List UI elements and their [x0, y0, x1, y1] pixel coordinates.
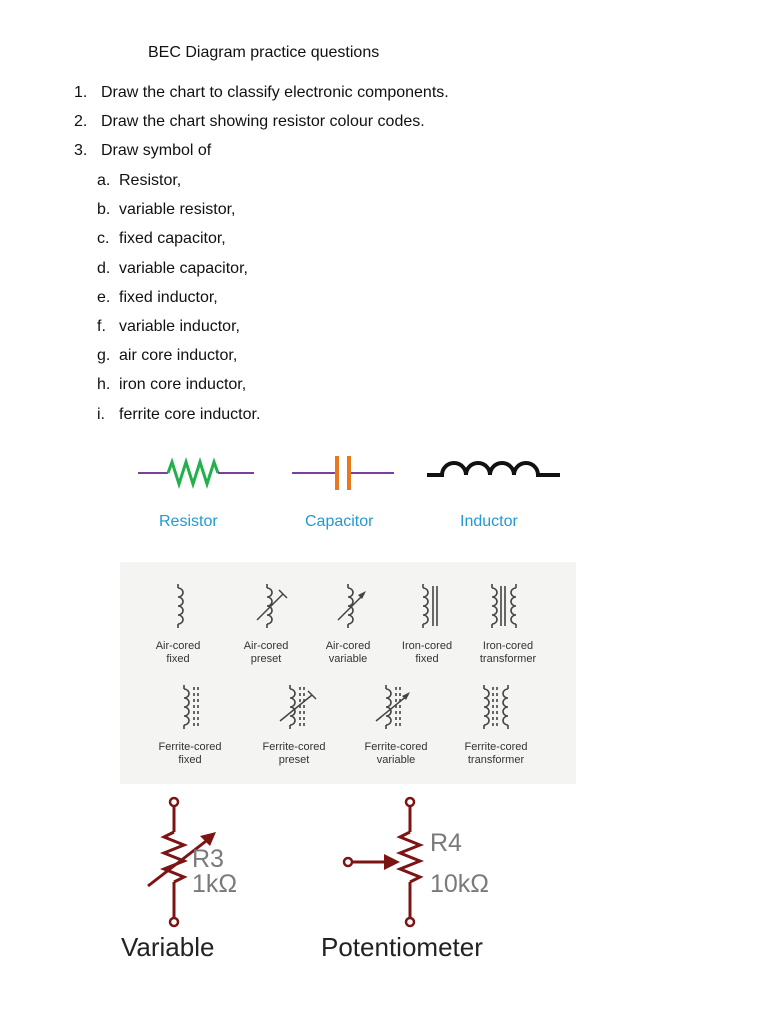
question-number: 3.: [74, 142, 88, 159]
caption-line: Ferrite-cored: [364, 741, 428, 753]
subitem-letter: a.: [97, 172, 111, 189]
caption-ferrite-cored-variable: [346, 741, 446, 767]
iron-cored-fixed-symbol: [423, 584, 437, 628]
air-cored-preset-symbol: [257, 584, 287, 628]
caption-ferrite-cored-transformer: [446, 741, 546, 767]
resistor-label: Resistor: [159, 513, 218, 530]
inductor-label: Inductor: [460, 513, 518, 530]
caption-line: Air-cored: [325, 640, 371, 652]
subitem-letter: d.: [97, 260, 111, 277]
subitem-letter: b.: [97, 201, 111, 218]
caption-ferrite-cored-fixed: [140, 741, 240, 767]
caption-line: preset: [278, 754, 310, 766]
caption-ferrite-cored-preset: [244, 741, 344, 767]
subitem-letter: i.: [97, 406, 105, 423]
caption-line: Ferrite-cored: [158, 741, 222, 753]
subitem-letter: c.: [97, 230, 110, 247]
caption-air-cored-fixed: [128, 640, 228, 666]
subitem-text: fixed inductor,: [119, 289, 218, 306]
resistor-schematics: [130, 790, 450, 930]
question-text: Draw the chart showing resistor colour codes.: [101, 113, 425, 130]
potentiometer-ref: R4: [430, 829, 462, 857]
caption-line: Air-cored: [243, 640, 289, 652]
variable-caption: Variable: [121, 932, 215, 962]
variable-resistor-value: 1kΩ: [192, 870, 238, 898]
caption-line: transformer: [467, 754, 525, 766]
caption-line: fixed: [415, 653, 439, 665]
subitem-text: air core inductor,: [119, 347, 238, 364]
ferrite-cored-transformer-symbol: [484, 685, 508, 729]
subitem-text: ferrite core inductor.: [119, 406, 261, 423]
resistor-symbol: [138, 462, 254, 484]
potentiometer-value: 10kΩ: [430, 870, 489, 898]
subitem-letter: f.: [97, 318, 106, 335]
question-number: 1.: [74, 84, 88, 101]
caption-line: preset: [250, 653, 282, 665]
caption-line: variable: [328, 653, 368, 665]
subitem-text: Resistor,: [119, 172, 182, 189]
capacitor-symbol: [292, 456, 394, 490]
ferrite-cored-variable-symbol: [376, 685, 410, 729]
capacitor-label: Capacitor: [305, 513, 374, 530]
subitem-text: variable capacitor,: [119, 260, 248, 277]
iron-cored-transformer-symbol: [492, 584, 516, 628]
subitem-letter: g.: [97, 347, 111, 364]
subitem-letter: h.: [97, 376, 111, 393]
caption-line: Ferrite-cored: [464, 741, 528, 753]
caption-line: Ferrite-cored: [262, 741, 326, 753]
potentiometer-caption: Potentiometer: [321, 932, 483, 962]
caption-line: Air-cored: [155, 640, 201, 652]
subitem-text: variable resistor,: [119, 201, 236, 218]
question-text: Draw the chart to classify electronic components.: [101, 84, 449, 101]
inductor-symbol: [427, 463, 560, 475]
subitem-letter: e.: [97, 289, 111, 306]
caption-line: Iron-cored: [482, 640, 534, 652]
variable-resistor-ref: R3: [192, 845, 224, 873]
inductor-types-panel: [120, 562, 576, 784]
page-title: BEC Diagram practice questions: [148, 44, 380, 61]
caption-line: fixed: [166, 653, 190, 665]
question-number: 2.: [74, 113, 88, 130]
air-cored-variable-symbol: [338, 584, 366, 628]
potentiometer-symbol: [344, 798, 420, 926]
caption-line: transformer: [479, 653, 537, 665]
basic-symbols: [130, 448, 570, 498]
ferrite-cored-preset-symbol: [280, 685, 316, 729]
subitem-text: iron core inductor,: [119, 376, 247, 393]
subitem-text: variable inductor,: [119, 318, 240, 335]
caption-line: fixed: [178, 754, 202, 766]
subitem-text: fixed capacitor,: [119, 230, 226, 247]
question-text: Draw symbol of: [101, 142, 212, 159]
air-cored-fixed-symbol: [178, 584, 183, 628]
caption-line: Iron-cored: [401, 640, 453, 652]
caption-iron-cored-transformer: [458, 640, 558, 666]
ferrite-cored-fixed-symbol: [184, 685, 198, 729]
caption-line: variable: [376, 754, 416, 766]
